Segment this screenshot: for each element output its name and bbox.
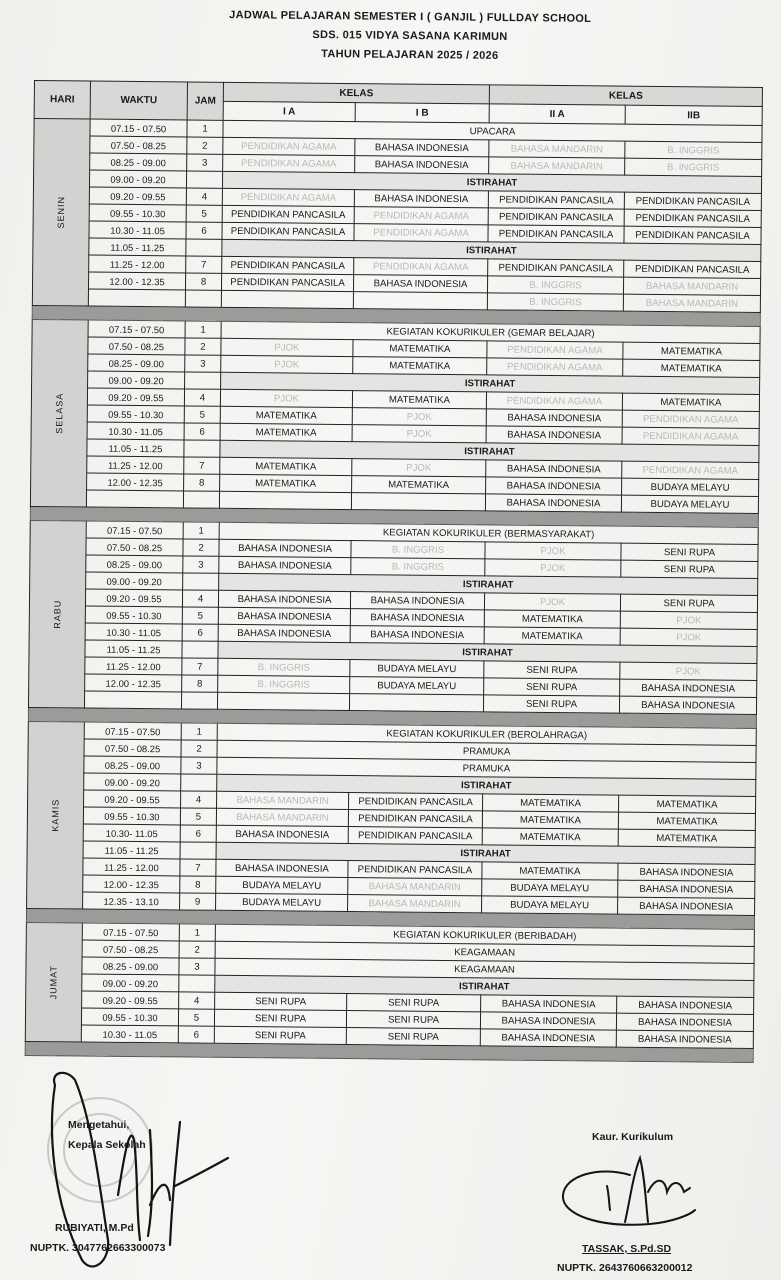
break-cell: ISTIRAHAT: [221, 372, 760, 394]
class-iib-cell: PJOK: [620, 628, 757, 646]
class-ib-cell: [351, 493, 485, 511]
class-ia-cell: BAHASA MANDARIN: [216, 808, 348, 826]
period-cell: [179, 975, 215, 992]
class-iia-cell: MATEMATIKA: [484, 627, 620, 645]
break-cell: ISTIRAHAT: [215, 975, 754, 997]
period-cell: 3: [181, 757, 217, 774]
time-cell: [88, 289, 185, 307]
class-iib-cell: BAHASA INDONESIA: [616, 1013, 753, 1031]
curriculum-nuptk: NUPTK. 2643760663200012: [557, 1262, 693, 1274]
time-cell: [86, 490, 183, 508]
class-ib-cell: PENDIDIKAN AGAMA: [354, 207, 488, 225]
period-cell: 2: [183, 539, 219, 556]
time-cell: 09.55 - 10.30: [85, 606, 182, 624]
class-ia-cell: BAHASA INDONESIA: [216, 825, 348, 843]
activity-cell: KEAGAMAAN: [215, 958, 754, 980]
time-cell: 11.05 - 11.25: [89, 238, 186, 256]
day-label-text: KAMIS: [50, 798, 61, 832]
period-cell: 7: [182, 658, 218, 675]
period-cell: 5: [186, 205, 222, 222]
time-cell: 09.55 - 10.30: [89, 204, 186, 222]
period-cell: 1: [183, 522, 219, 539]
time-cell: 09.55 - 10.30: [81, 1008, 178, 1026]
class-iia-cell: PENDIDIKAN PANCASILA: [488, 259, 624, 277]
activity-cell: UPACARA: [223, 120, 762, 142]
class-ia-cell: BAHASA INDONESIA: [216, 859, 348, 877]
time-cell: 11.05 - 11.25: [83, 841, 180, 859]
class-ia-cell: SENI RUPA: [214, 1026, 346, 1044]
time-cell: 12.35 - 13.10: [83, 892, 180, 910]
time-cell: 07.50 - 08.25: [84, 739, 181, 757]
break-cell: ISTIRAHAT: [222, 239, 761, 261]
period-cell: 6: [184, 423, 220, 440]
class-iia-cell: MATEMATIKA: [482, 811, 618, 829]
col-jam: JAM: [187, 82, 223, 120]
time-cell: 12.00 - 12.35: [88, 272, 185, 290]
class-iia-cell: BUDAYA MELAYU: [482, 879, 618, 897]
class-ia-cell: MATEMATIKA: [220, 457, 352, 475]
schedule-table: [25, 80, 763, 1063]
class-iib-cell: MATEMATIKA: [623, 359, 760, 377]
time-cell: 08.25 - 09.00: [90, 153, 187, 171]
period-cell: [183, 573, 219, 590]
class-ib-cell: PENDIDIKAN AGAMA: [354, 258, 488, 276]
class-iia-cell: B. INGGRIS: [487, 293, 623, 311]
period-cell: 1: [185, 321, 221, 338]
period-cell: 6: [182, 624, 218, 641]
day-label: [28, 520, 86, 708]
activity-cell: KEGIATAN KOKURIKULER (BEROLAHRAGA): [217, 723, 756, 745]
class-iia-cell: SENI RUPA: [484, 678, 620, 696]
class-ia-cell: [221, 290, 353, 308]
class-ia-cell: SENI RUPA: [215, 992, 347, 1010]
schedule-body: [25, 119, 762, 1063]
time-cell: 09.00 - 09.20: [82, 974, 179, 992]
class-iia-cell: BAHASA INDONESIA: [486, 477, 622, 495]
class-iib-cell: BUDAYA MELAYU: [621, 495, 758, 513]
col-ia: I A: [223, 101, 355, 121]
period-cell: 8: [180, 876, 216, 893]
time-cell: 07.15 - 07.50: [88, 320, 185, 338]
class-ia-cell: B. INGGRIS: [218, 658, 350, 676]
class-ia-cell: PENDIDIKAN AGAMA: [223, 137, 355, 155]
period-cell: 3: [179, 958, 215, 975]
period-cell: 4: [186, 188, 222, 205]
class-iia-cell: BAHASA INDONESIA: [485, 494, 621, 512]
period-cell: 3: [183, 556, 219, 573]
time-cell: 09.55 - 10.30: [83, 807, 180, 825]
class-iia-cell: PENDIDIKAN AGAMA: [486, 392, 622, 410]
class-ib-cell: MATEMATIKA: [353, 357, 487, 375]
class-iia-cell: B. INGGRIS: [487, 276, 623, 294]
period-cell: [186, 239, 222, 256]
time-cell: 11.05 - 11.25: [87, 439, 184, 457]
break-cell: ISTIRAHAT: [216, 842, 755, 864]
period-cell: [181, 774, 217, 791]
class-ia-cell: MATEMATIKA: [220, 474, 352, 492]
period-cell: 1: [179, 924, 215, 941]
day-label-text: JUMAT: [48, 965, 60, 1000]
time-cell: 09.00 - 09.20: [89, 170, 186, 188]
time-cell: 09.55 - 10.30: [87, 405, 184, 423]
time-cell: 12.00 - 12.35: [87, 473, 184, 491]
class-iib-cell: BAHASA INDONESIA: [620, 679, 757, 697]
period-cell: 7: [180, 859, 216, 876]
header-year: TAHUN PELAJARAN 2025 / 2026: [321, 48, 499, 62]
class-ib-cell: BAHASA INDONESIA: [354, 190, 488, 208]
class-iib-cell: MATEMATIKA: [622, 393, 759, 411]
col-iib: IIB: [625, 105, 762, 125]
class-iia-cell: PJOK: [484, 593, 620, 611]
class-ib-cell: BAHASA MANDARIN: [348, 895, 482, 913]
period-cell: 3: [187, 154, 223, 171]
curriculum-title: Kaur. Kurikulum: [592, 1131, 674, 1143]
class-iib-cell: PJOK: [620, 662, 757, 680]
time-cell: 08.25 - 09.00: [88, 354, 185, 372]
class-ia-cell: MATEMATIKA: [220, 423, 352, 441]
principal-block: [68, 1115, 146, 1155]
period-cell: 2: [179, 941, 215, 958]
time-cell: 11.25 - 12.00: [89, 255, 186, 273]
time-cell: 09.20 - 09.55: [87, 388, 184, 406]
period-cell: 5: [180, 808, 216, 825]
activity-cell: KEGIATAN KOKURIKULER (GEMAR BELAJAR): [221, 321, 760, 343]
class-ia-cell: BAHASA INDONESIA: [218, 624, 350, 642]
time-cell: [84, 691, 181, 709]
class-iia-cell: PJOK: [485, 542, 621, 560]
period-cell: 4: [184, 389, 220, 406]
day-label-text: SENIN: [56, 195, 67, 229]
time-cell: 09.20 - 09.55: [89, 187, 186, 205]
class-iia-cell: BAHASA INDONESIA: [486, 426, 622, 444]
principal-label-2: Kepala Sekolah: [68, 1139, 146, 1151]
class-ib-cell: BUDAYA MELAYU: [350, 660, 484, 678]
class-ia-cell: PJOK: [221, 355, 353, 373]
class-ib-cell: SENI RUPA: [347, 994, 481, 1012]
time-cell: 07.15 - 07.50: [82, 923, 179, 941]
class-ia-cell: PJOK: [221, 338, 353, 356]
period-cell: 7: [184, 457, 220, 474]
period-cell: 4: [181, 791, 217, 808]
period-cell: 5: [178, 1009, 214, 1026]
time-cell: 08.25 - 09.00: [86, 555, 183, 573]
class-ib-cell: PENDIDIKAN PANCASILA: [349, 793, 483, 811]
period-cell: 5: [182, 607, 218, 624]
time-cell: 07.15 - 07.50: [90, 119, 187, 137]
period-cell: [181, 692, 217, 709]
period-cell: 6: [180, 825, 216, 842]
time-cell: 10.30 - 11.05: [81, 1025, 178, 1043]
class-iib-cell: BAHASA MANDARIN: [623, 277, 760, 295]
time-cell: 10.30- 11.05: [83, 824, 180, 842]
period-cell: 6: [186, 222, 222, 239]
period-cell: 4: [179, 992, 215, 1009]
class-iia-cell: BAHASA INDONESIA: [480, 1012, 616, 1030]
time-cell: 11.05 - 11.25: [85, 640, 182, 658]
activity-cell: KEGIATAN KOKURIKULER (BERIBADAH): [215, 924, 754, 946]
time-cell: 08.25 - 09.00: [82, 957, 179, 975]
class-iia-cell: BUDAYA MELAYU: [482, 896, 618, 914]
time-cell: 12.00 - 12.35: [83, 875, 180, 893]
class-iia-cell: PENDIDIKAN AGAMA: [487, 358, 623, 376]
period-cell: 9: [180, 893, 216, 910]
col-iia: II A: [489, 104, 625, 124]
class-ib-cell: PENDIDIKAN PANCASILA: [348, 827, 482, 845]
class-iib-cell: BAHASA INDONESIA: [616, 1030, 753, 1048]
class-iib-cell: MATEMATIKA: [618, 812, 755, 830]
break-cell: ISTIRAHAT: [218, 641, 757, 663]
class-iia-cell: BAHASA INDONESIA: [486, 460, 622, 478]
class-ia-cell: BAHASA INDONESIA: [219, 556, 351, 574]
period-cell: 7: [186, 256, 222, 273]
class-iib-cell: BAHASA INDONESIA: [618, 897, 755, 915]
class-ib-cell: BUDAYA MELAYU: [350, 677, 484, 695]
class-ia-cell: PENDIDIKAN PANCASILA: [222, 222, 354, 240]
class-ia-cell: BUDAYA MELAYU: [216, 893, 348, 911]
class-iia-cell: BAHASA INDONESIA: [481, 995, 617, 1013]
class-ia-cell: BAHASA INDONESIA: [219, 539, 351, 557]
class-ib-cell: BAHASA INDONESIA: [350, 592, 484, 610]
time-cell: 07.50 - 08.25: [90, 136, 187, 154]
activity-cell: PRAMUKA: [217, 757, 756, 779]
time-cell: 07.15 - 07.50: [84, 722, 181, 740]
class-iia-cell: PENDIDIKAN PANCASILA: [488, 208, 624, 226]
time-cell: 11.25 - 12.00: [85, 657, 182, 675]
time-cell: 09.20 - 09.55: [85, 589, 182, 607]
period-cell: 8: [182, 675, 218, 692]
class-iib-cell: B. INGGRIS: [625, 141, 762, 159]
class-ib-cell: PJOK: [352, 408, 486, 426]
day-label: [27, 721, 85, 909]
period-cell: 1: [181, 723, 217, 740]
class-ib-cell: PJOK: [352, 459, 486, 477]
class-iib-cell: SENI RUPA: [620, 594, 757, 612]
class-iia-cell: MATEMATIKA: [483, 794, 619, 812]
time-cell: 11.25 - 12.00: [87, 456, 184, 474]
period-cell: 1: [187, 120, 223, 137]
class-iia-cell: PENDIDIKAN PANCASILA: [488, 225, 624, 243]
class-ia-cell: PENDIDIKAN PANCASILA: [222, 205, 354, 223]
period-cell: 8: [185, 273, 221, 290]
class-iia-cell: SENI RUPA: [483, 695, 619, 713]
period-cell: 2: [181, 740, 217, 757]
class-ib-cell: BAHASA INDONESIA: [353, 275, 487, 293]
class-iib-cell: PENDIDIKAN PANCASILA: [624, 226, 761, 244]
class-ia-cell: [219, 491, 351, 509]
break-cell: ISTIRAHAT: [222, 171, 761, 193]
time-cell: 09.00 - 09.20: [84, 773, 181, 791]
class-iia-cell: MATEMATIKA: [482, 862, 618, 880]
time-cell: 07.50 - 08.25: [88, 337, 185, 355]
time-cell: 07.15 - 07.50: [86, 521, 183, 539]
period-cell: [180, 842, 216, 859]
class-ib-cell: PJOK: [352, 425, 486, 443]
day-label-text: SELASA: [54, 392, 65, 434]
class-ib-cell: [353, 292, 487, 310]
class-iib-cell: BAHASA INDONESIA: [617, 996, 754, 1014]
class-ia-cell: PENDIDIKAN AGAMA: [223, 154, 355, 172]
class-ib-cell: BAHASA INDONESIA: [350, 626, 484, 644]
period-cell: 4: [182, 590, 218, 607]
header-school: SDS. 015 VIDYA SASANA KARIMUN: [312, 28, 508, 44]
class-ia-cell: BAHASA MANDARIN: [217, 791, 349, 809]
class-iib-cell: PJOK: [620, 611, 757, 629]
period-cell: 6: [178, 1026, 214, 1043]
class-iib-cell: PENDIDIKAN AGAMA: [622, 410, 759, 428]
class-iib-cell: MATEMATIKA: [618, 795, 755, 813]
class-iib-cell: PENDIDIKAN PANCASILA: [624, 260, 761, 278]
class-iib-cell: SENI RUPA: [621, 543, 758, 561]
time-cell: 10.30 - 11.05: [89, 221, 186, 239]
day-label-text: RABU: [52, 599, 63, 629]
class-ib-cell: PENDIDIKAN PANCASILA: [348, 861, 482, 879]
class-iia-cell: PJOK: [485, 559, 621, 577]
class-iia-cell: PENDIDIKAN PANCASILA: [488, 191, 624, 209]
time-cell: 07.50 - 08.25: [86, 538, 183, 556]
class-ia-cell: PENDIDIKAN PANCASILA: [222, 256, 354, 274]
period-cell: [182, 641, 218, 658]
curriculum-name: TASSAK, S.Pd.SD: [582, 1243, 672, 1255]
activity-cell: PRAMUKA: [217, 740, 756, 762]
class-ib-cell: BAHASA INDONESIA: [355, 156, 489, 174]
class-iib-cell: BAHASA INDONESIA: [619, 696, 756, 714]
class-iib-cell: PENDIDIKAN AGAMA: [622, 461, 759, 479]
class-iib-cell: MATEMATIKA: [623, 342, 760, 360]
day-label: [25, 922, 82, 1042]
class-iib-cell: BAHASA INDONESIA: [618, 880, 755, 898]
time-cell: 09.20 - 09.55: [82, 991, 179, 1009]
principal-nuptk: NUPTK. 3047762663300073: [30, 1242, 166, 1254]
class-iia-cell: BAHASA INDONESIA: [480, 1029, 616, 1047]
period-cell: [185, 290, 221, 307]
class-iib-cell: BUDAYA MELAYU: [622, 478, 759, 496]
header-title: JADWAL PELAJARAN SEMESTER I ( GANJIL ) FULLDAY SCHOOL: [229, 9, 592, 25]
day-label: [30, 319, 88, 507]
class-ib-cell: BAHASA INDONESIA: [355, 139, 489, 157]
class-iia-cell: SENI RUPA: [484, 661, 620, 679]
class-iib-cell: PENDIDIKAN AGAMA: [622, 427, 759, 445]
class-ia-cell: BAHASA INDONESIA: [218, 590, 350, 608]
class-iib-cell: B. INGGRIS: [625, 158, 762, 176]
class-iia-cell: MATEMATIKA: [482, 828, 618, 846]
class-ib-cell: SENI RUPA: [346, 1011, 480, 1029]
class-iia-cell: MATEMATIKA: [484, 610, 620, 628]
break-cell: ISTIRAHAT: [219, 573, 758, 595]
time-cell: 09.20 - 09.55: [84, 790, 181, 808]
time-cell: 08.25 - 09.00: [84, 756, 181, 774]
class-ib-cell: PENDIDIKAN AGAMA: [354, 224, 488, 242]
period-cell: [183, 491, 219, 508]
time-cell: 12.00 - 12.35: [85, 674, 182, 692]
time-cell: 09.00 - 09.20: [86, 572, 183, 590]
class-iia-cell: PENDIDIKAN AGAMA: [487, 341, 623, 359]
time-cell: 07.50 - 08.25: [82, 940, 179, 958]
class-ib-cell: MATEMATIKA: [352, 476, 486, 494]
class-ia-cell: MATEMATIKA: [220, 406, 352, 424]
schedule-sheet: [25, 80, 762, 1063]
class-ib-cell: [349, 694, 483, 712]
period-cell: 5: [184, 406, 220, 423]
break-cell: ISTIRAHAT: [220, 440, 759, 462]
class-iia-cell: BAHASA MANDARIN: [489, 140, 625, 158]
class-ia-cell: BAHASA INDONESIA: [218, 607, 350, 625]
time-cell: 09.00 - 09.20: [88, 371, 185, 389]
class-ia-cell: SENI RUPA: [214, 1009, 346, 1027]
class-ia-cell: PENDIDIKAN AGAMA: [222, 188, 354, 206]
period-cell: 3: [185, 355, 221, 372]
principal-name: RUBIYATI, M.Pd: [55, 1222, 134, 1234]
class-ib-cell: MATEMATIKA: [352, 391, 486, 409]
class-ib-cell: PENDIDIKAN PANCASILA: [348, 810, 482, 828]
col-hari: HARI: [34, 81, 90, 120]
class-ib-cell: MATEMATIKA: [353, 340, 487, 358]
activity-cell: KEAGAMAAN: [215, 941, 754, 963]
period-cell: 2: [185, 338, 221, 355]
class-ib-cell: BAHASA MANDARIN: [348, 878, 482, 896]
class-ia-cell: [217, 692, 349, 710]
period-cell: 2: [187, 137, 223, 154]
period-cell: [184, 440, 220, 457]
class-iia-cell: BAHASA INDONESIA: [486, 409, 622, 427]
day-label: [32, 119, 90, 307]
period-cell: 8: [184, 474, 220, 491]
principal-label-1: Mengetahui,: [68, 1119, 130, 1131]
class-ia-cell: PJOK: [220, 389, 352, 407]
period-cell: [185, 372, 221, 389]
class-ia-cell: B. INGGRIS: [218, 675, 350, 693]
activity-cell: KEGIATAN KOKURIKULER (BERMASYARAKAT): [219, 522, 758, 544]
time-cell: 10.30 - 11.05: [85, 623, 182, 641]
class-iib-cell: SENI RUPA: [621, 560, 758, 578]
col-kelas-1: KELAS: [223, 82, 489, 104]
time-cell: 10.30 - 11.05: [87, 422, 184, 440]
class-iib-cell: BAHASA INDONESIA: [618, 863, 755, 881]
col-waktu: WAKTU: [90, 81, 187, 120]
class-iia-cell: BAHASA MANDARIN: [489, 157, 625, 175]
class-ib-cell: B. INGGRIS: [351, 558, 485, 576]
document-header: [150, 5, 671, 67]
break-cell: ISTIRAHAT: [217, 774, 756, 796]
class-ia-cell: BUDAYA MELAYU: [216, 876, 348, 894]
time-cell: 11.25 - 12.00: [83, 858, 180, 876]
class-iib-cell: PENDIDIKAN PANCASILA: [624, 209, 761, 227]
class-ia-cell: PENDIDIKAN PANCASILA: [221, 273, 353, 291]
class-iib-cell: BAHASA MANDARIN: [623, 294, 760, 312]
period-cell: [186, 171, 222, 188]
class-iib-cell: MATEMATIKA: [618, 829, 755, 847]
class-iib-cell: PENDIDIKAN PANCASILA: [624, 192, 761, 210]
class-ib-cell: SENI RUPA: [346, 1028, 480, 1046]
col-kelas-2: KELAS: [489, 85, 762, 107]
col-ib: I B: [355, 103, 489, 123]
class-ib-cell: BAHASA INDONESIA: [350, 609, 484, 627]
class-ib-cell: B. INGGRIS: [351, 541, 485, 559]
